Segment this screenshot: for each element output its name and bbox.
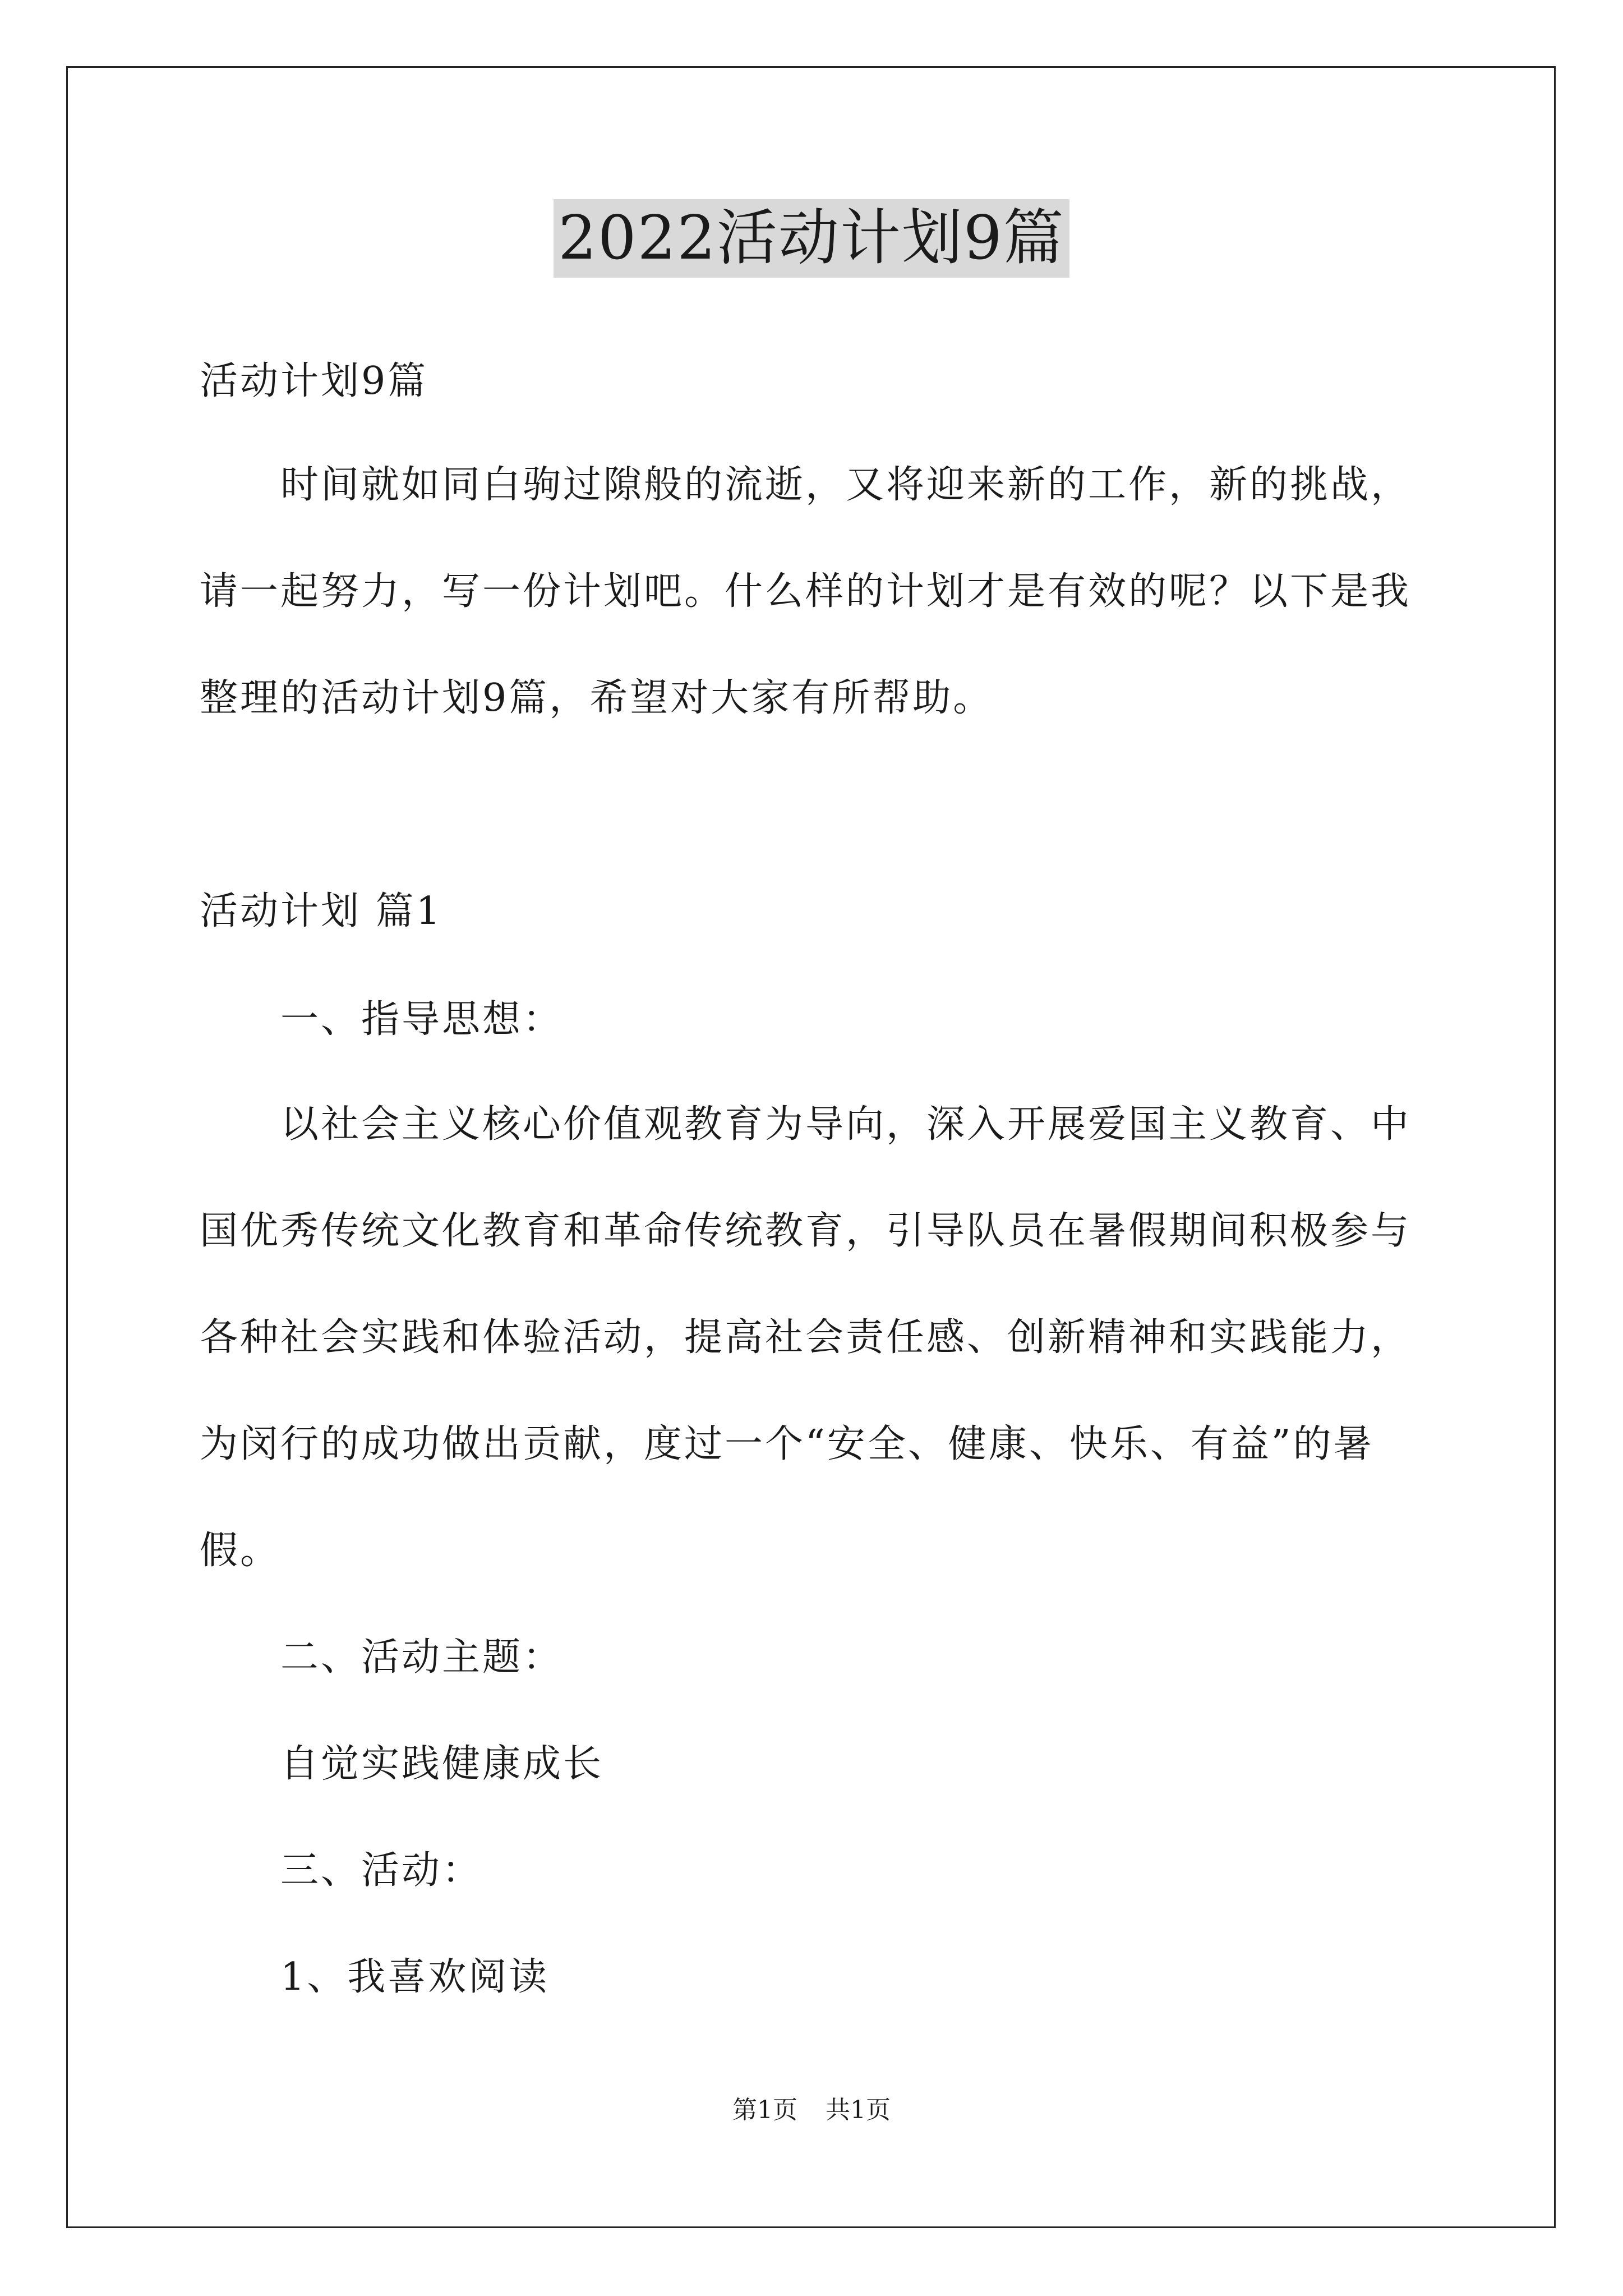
intro-line-1: 时间就如同白驹过隙般的流逝，又将迎来新的工作，新的挑战， [280,463,1412,507]
guide-line-2: 国优秀传统文化教育和革命传统教育，引导队员在暑假期间积极参与 [200,1209,1412,1253]
section-heading: 活动计划 篇1 [200,889,442,933]
activity-heading: 三、活动： [280,1848,483,1893]
intro-line-2: 请一起努力，写一份计划吧。什么样的计划才是有效的呢？以下是我 [200,569,1412,614]
page-footer [0,2093,1623,2127]
page-total: 共1页 [826,2096,891,2124]
intro-line-3: 整理的活动计划9篇，希望对大家有所帮助。 [200,676,994,720]
guide-line-1: 以社会主义核心价值观教育为导向，深入开展爱国主义教育、中 [280,1102,1412,1147]
subtitle: 活动计划9篇 [200,359,428,403]
document-title: 2022活动计划9篇 [554,199,1069,278]
guide-line-4: 为闵行的成功做出贡献，度过一个“安全、健康、快乐、有益”的暑 [200,1422,1374,1466]
guide-line-3: 各种社会实践和体验活动，提高社会责任感、创新精神和实践能力， [200,1315,1412,1360]
guide-heading: 一、指导思想： [280,997,564,1042]
activity-item-1: 1、我喜欢阅读 [280,1955,550,1999]
theme-body: 自觉实践健康成长 [280,1742,604,1786]
theme-heading: 二、活动主题： [280,1635,564,1680]
guide-line-5: 假。 [200,1529,281,1573]
title-wrap [0,199,1623,278]
page-number: 第1页 [732,2096,797,2124]
